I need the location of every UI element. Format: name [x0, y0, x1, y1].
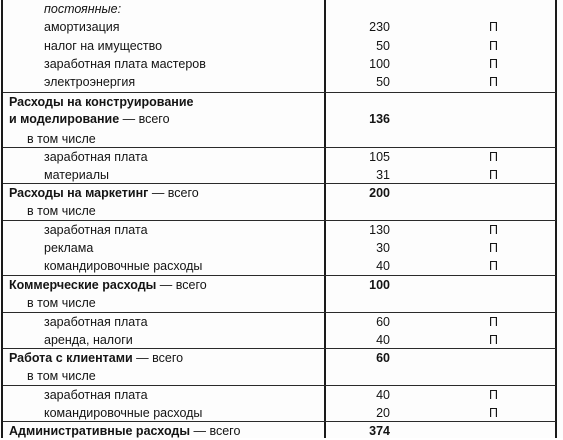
section-heading-suffix: — всего [190, 424, 241, 438]
section-total: 136 [369, 112, 390, 126]
section-heading [9, 184, 199, 202]
row-flag: П [489, 223, 498, 237]
section-total: 100 [369, 278, 390, 292]
row-value: 230 [369, 20, 390, 34]
row-label: командировочные расходы [44, 406, 203, 420]
row-value: 50 [376, 75, 390, 89]
table-row [0, 257, 563, 275]
row-value: 40 [376, 333, 390, 347]
table-row [0, 276, 563, 294]
section-heading-suffix: — всего [156, 278, 207, 292]
section-heading-text: Коммерческие расходы [9, 278, 157, 292]
row-flag: П [489, 75, 498, 89]
row-label: заработная плата [44, 223, 148, 237]
row-label: амортизация [44, 20, 120, 34]
row-value: 60 [376, 315, 390, 329]
row-value: 20 [376, 406, 390, 420]
section-total: 60 [376, 351, 390, 365]
row-flag: П [489, 241, 498, 255]
row-flag: П [489, 168, 498, 182]
row-label: материалы [44, 168, 109, 182]
row-value: 30 [376, 241, 390, 255]
row-label: заработная плата [44, 150, 148, 164]
section-heading-suffix: — всего [119, 112, 170, 126]
section-heading-suffix: — всего [148, 186, 199, 200]
row-flag: П [489, 315, 498, 329]
table-row [0, 73, 563, 91]
table-row [0, 37, 563, 55]
table-row [0, 202, 563, 220]
section-total: 200 [369, 186, 390, 200]
table-row [0, 386, 563, 404]
row-label: заработная плата мастеров [44, 57, 206, 71]
row-label: в том числе [27, 132, 96, 146]
table-row [0, 221, 563, 239]
row-label: заработная плата [44, 315, 148, 329]
table-row [0, 184, 563, 202]
table-row [0, 404, 563, 422]
section-heading [9, 110, 170, 128]
table-row [0, 313, 563, 331]
row-flag: П [489, 20, 498, 34]
section-heading [9, 349, 183, 367]
section-heading-text: Административные расходы [9, 424, 191, 438]
table-row [0, 331, 563, 349]
table-row [0, 294, 563, 312]
row-value: 130 [369, 223, 390, 237]
section-heading-suffix: — всего [132, 351, 184, 365]
table-row [0, 110, 563, 128]
row-label: электроэнергия [44, 75, 136, 89]
row-value: 40 [376, 259, 390, 273]
row-label: в том числе [27, 369, 96, 383]
row-flag: П [489, 39, 498, 53]
table-row [0, 130, 563, 148]
row-value: 50 [376, 39, 390, 53]
section-heading-text: Расходы на маркетинг [9, 186, 149, 200]
row-value: 40 [376, 388, 390, 402]
row-label: постоянные: [44, 2, 122, 16]
row-flag: П [489, 406, 498, 420]
section-heading [9, 276, 207, 294]
row-label: аренда, налоги [44, 333, 133, 347]
table-row [0, 367, 563, 385]
table-row [0, 239, 563, 257]
row-label: реклама [44, 241, 94, 255]
section-heading [9, 93, 193, 111]
table-row [0, 55, 563, 73]
row-label: налог на имущество [44, 39, 163, 53]
table-row [0, 349, 563, 367]
table-row [0, 166, 563, 184]
table-row [0, 18, 563, 36]
row-label: в том числе [27, 296, 96, 310]
section-heading [9, 422, 240, 440]
row-flag: П [489, 333, 498, 347]
row-flag: П [489, 57, 498, 71]
section-heading-text: Расходы на конструирование [9, 95, 194, 109]
row-label: в том числе [27, 204, 96, 218]
table-row [0, 422, 563, 440]
row-flag: П [489, 259, 498, 273]
section-heading-text: и моделирование [9, 112, 120, 126]
row-value: 100 [369, 57, 390, 71]
table-row [0, 93, 563, 111]
row-flag: П [489, 388, 498, 402]
row-label: командировочные расходы [44, 259, 203, 273]
row-flag: П [489, 150, 498, 164]
section-total: 374 [369, 424, 390, 438]
section-heading-text: Работа с клиентами [9, 351, 133, 365]
table-row [0, 0, 563, 18]
table-row [0, 148, 563, 166]
row-label: заработная плата [44, 388, 148, 402]
row-value: 31 [376, 168, 390, 182]
row-value: 105 [369, 150, 390, 164]
